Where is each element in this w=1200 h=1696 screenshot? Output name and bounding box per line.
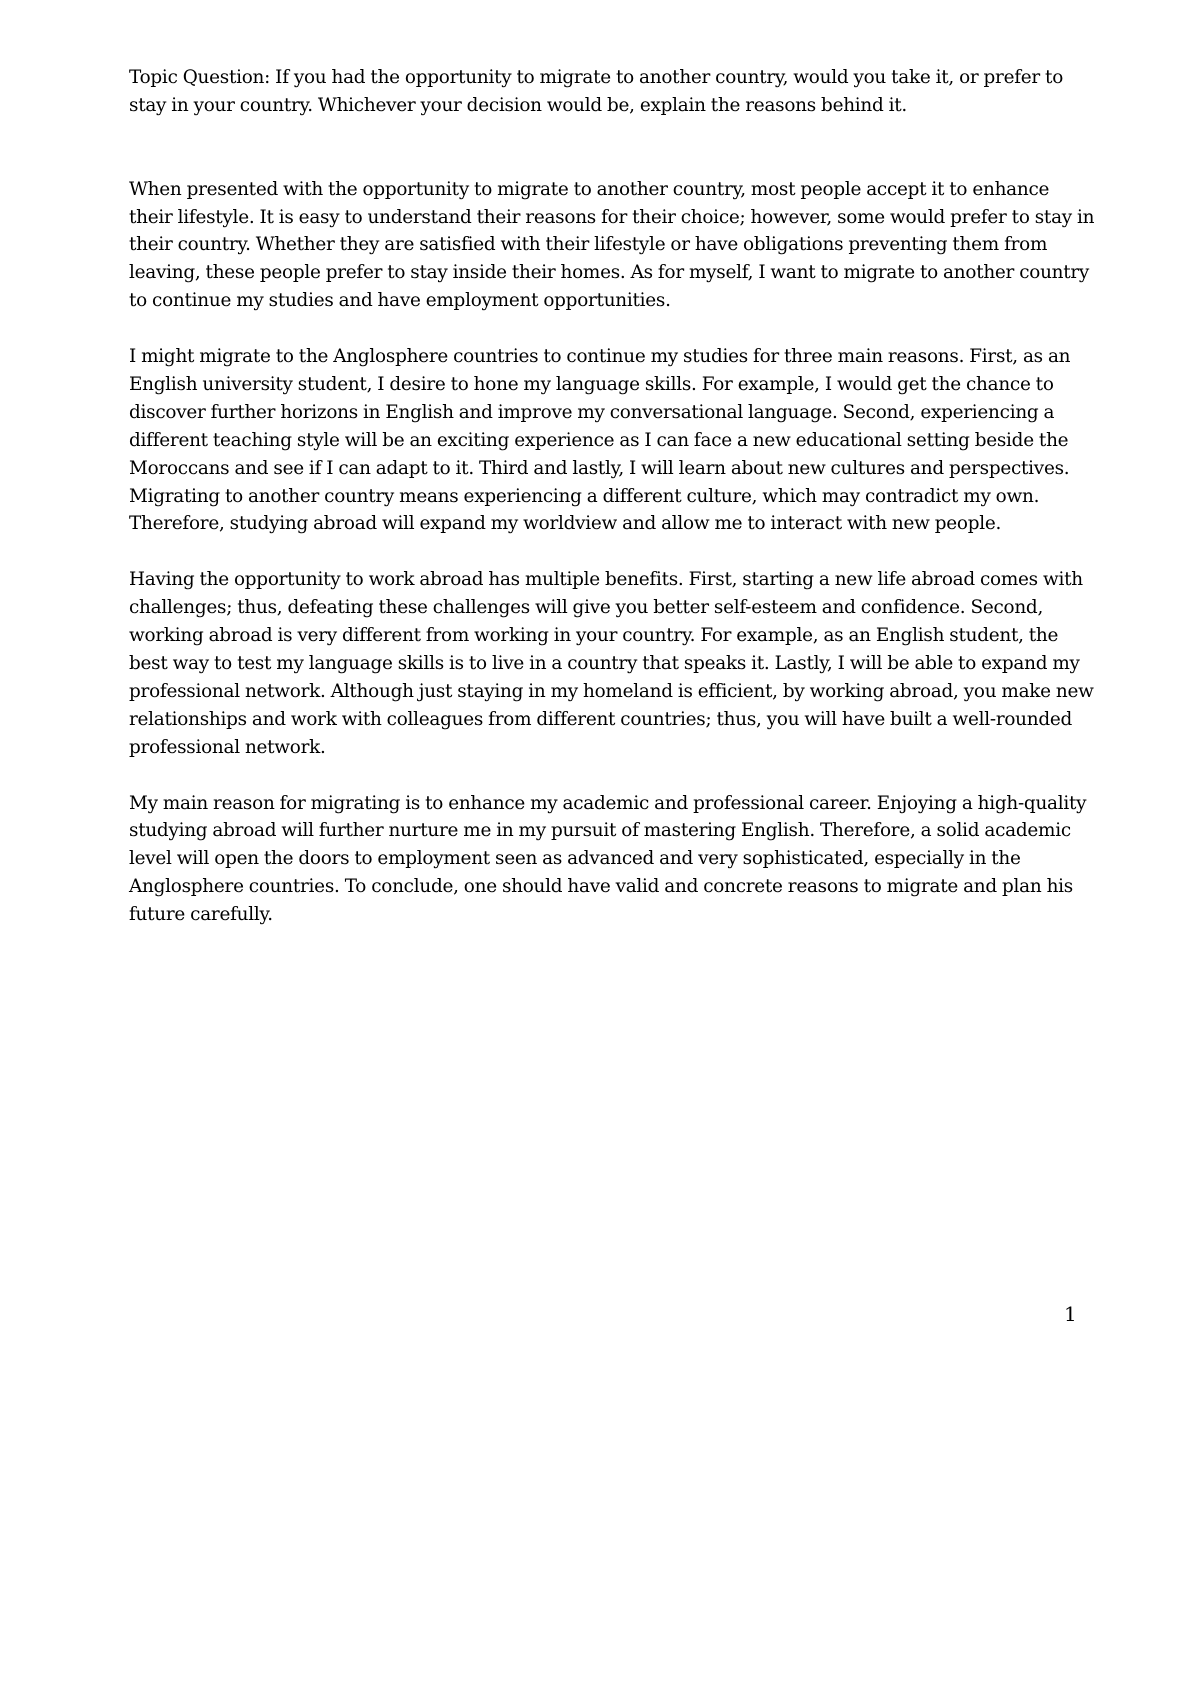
- paragraph-work: Having the opportunity to work abroad has multiple benefits. First, starting a new life abroad comes with challenges; thus, defeating these challenges will give you better self-esteem and confidence. Second, working abroad is very different from working in your country. For example, as an English student, the best way to test my language skills is to live in a country that speaks it. Lastly, I will be able to expand my professional network. Although just staying in my homeland is efficient, by working abroad, you make new relationships and work with colleagues from different countries; thus, you will have built a well-rounded professional network.: [129, 569, 1094, 758]
- paragraph-conclusion: My main reason for migrating is to enhance my academic and professional career. Enjoying a high-quality studying abroad will further nurture me in my pursuit of mastering English. Therefore, a solid academic level will open the doors to employment seen as advanced and very sophisticated, especially in the Anglosphere countries. To conclude, one should have valid and concrete reasons to migrate and plan his future carefully.: [129, 792, 1087, 926]
- paragraph-studies: I might migrate to the Anglosphere countries to continue my studies for three main reasons. First, as an English university student, I desire to hone my language skills. For example, I would get the chance to discover further horizons in English and improve my conversational language. Second, experiencing a different teaching style will be an exciting experience as I can face a new educational setting beside the Moroccans and see if I can adapt to it. Third and lastly, I will learn about new cultures and perspectives. Migrating to another country means experiencing a different culture, which may contradict my own. Therefore, studying abroad will expand my worldview and allow me to interact with new people.: [129, 346, 1071, 535]
- paragraph-introduction: When presented with the opportunity to migrate to another country, most people accept it to enhance their lifestyle. It is easy to understand their reasons for their choice; however, some would prefer to stay in their country. Whether they are satisfied with their lifestyle or have obligations preventing them from leaving, these people prefer to stay inside their homes. As for myself, I want to migrate to another country to continue my studies and have employment opportunities.: [129, 178, 1095, 312]
- document-body: [129, 64, 1095, 957]
- topic-question: Topic Question: If you had the opportunity to migrate to another country, would you take it, or prefer to stay in your country. Whichever your decision would be, explain the reasons behind it.: [129, 67, 1064, 116]
- page-number: 1: [1064, 1302, 1077, 1326]
